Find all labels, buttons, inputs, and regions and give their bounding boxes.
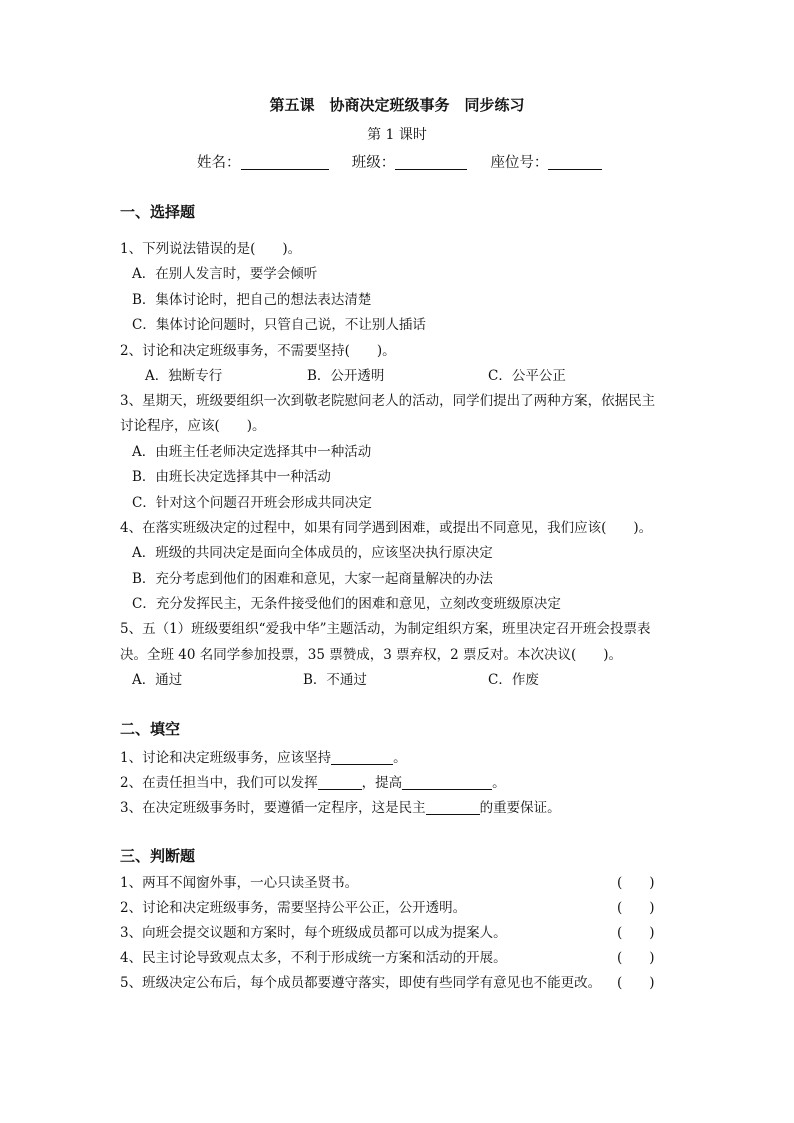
question-stem: 2、讨论和决定班级事务，不需要坚持( )。 [120, 343, 396, 359]
option-b: B．不通过 [303, 672, 367, 688]
judge-item: 5、班级决定公布后，每个成员都要遵守落实，即使有些同学有意见也不能更改。 [120, 975, 602, 991]
fill-text: 3、在决定班级事务时，要遵循一定程序，这是民主 [120, 800, 426, 816]
option-b: B．集体讨论时，把自己的想法表达清楚 [132, 292, 372, 308]
answer-paren[interactable]: ( ) [617, 925, 655, 941]
judge-item: 1、两耳不闻窗外事，一心只读圣贤书。 [120, 875, 359, 891]
fill-text: 。 [492, 775, 506, 791]
answer-paren[interactable]: ( ) [617, 900, 655, 916]
fill-question [120, 774, 506, 792]
option-c: C．针对这个问题召开班会形成共同决定 [132, 495, 372, 511]
student-info-row [197, 154, 602, 172]
option-a: A．独断专行 [145, 368, 223, 384]
seat-label: 座位号： [490, 155, 549, 171]
answer-paren[interactable]: ( ) [617, 975, 655, 991]
question-stem-continued: 决。全班 40 名同学参加投票，35 票赞成，3 票弃权，2 票反对。本次决议( )。 [120, 647, 623, 663]
fill-question [120, 749, 407, 767]
class-label: 班级： [351, 155, 396, 171]
option-c: C．集体讨论问题时，只管自己说，不让别人插话 [132, 317, 426, 333]
fill-text: 1、讨论和决定班级事务，应该坚持 [120, 750, 332, 766]
option-b: B．公开透明 [307, 368, 385, 384]
judge-item: 3、向班会提交议题和方案时，每个班级成员都可以成为提案人。 [120, 925, 507, 941]
class-blank[interactable] [395, 155, 467, 170]
seat-blank[interactable] [548, 155, 602, 170]
fill-blank[interactable] [318, 775, 362, 790]
option-b: B．充分考虑到他们的困难和意见，大家一起商量解决的办法 [132, 571, 493, 587]
name-blank[interactable] [241, 155, 329, 170]
option-a: A．由班主任老师决定选择其中一种活动 [132, 444, 372, 460]
section-heading-judge: 三、判断题 [120, 847, 196, 865]
page-title: 第五课 协商决定班级事务 同步练习 [269, 96, 525, 114]
question-stem: 4、在落实班级决定的过程中，如果有同学遇到困难，或提出不同意见，我们应该( )。 [120, 520, 653, 536]
question-stem-continued: 讨论程序，应该( )。 [120, 418, 266, 434]
fill-blank[interactable] [331, 750, 393, 765]
fill-blank[interactable] [426, 800, 480, 815]
answer-paren[interactable]: ( ) [617, 875, 655, 891]
question-stem: 1、下列说法错误的是( )。 [120, 241, 302, 257]
option-c: C．作废 [488, 672, 539, 688]
option-a: A．班级的共同决定是面向全体成员的，应该坚决执行原决定 [132, 545, 493, 561]
fill-question [120, 799, 561, 817]
option-c: C．充分发挥民主，无条件接受他们的困难和意见，立刻改变班级原决定 [132, 596, 561, 612]
section-heading-choice: 一、选择题 [120, 203, 196, 221]
option-c: C．公平公正 [488, 368, 566, 384]
option-a: A．通过 [132, 672, 183, 688]
fill-text: 2、在责任担当中，我们可以发挥 [120, 775, 318, 791]
question-stem: 3、星期天，班级要组织一次到敬老院慰问老人的活动，同学们提出了两种方案，依据民主 [120, 393, 656, 409]
section-heading-fill: 二、填空 [120, 720, 181, 738]
question-stem: 5、五（1）班级要组织“爱我中华”主题活动，为制定组织方案，班里决定召开班会投票表 [120, 621, 651, 637]
fill-blank[interactable] [402, 775, 492, 790]
judge-item: 4、民主讨论导致观点太多，不利于形成统一方案和活动的开展。 [120, 950, 507, 966]
fill-text: 的重要保证。 [479, 800, 561, 816]
fill-text: 。 [393, 750, 407, 766]
option-b: B．由班长决定选择其中一种活动 [132, 469, 331, 485]
page-subtitle: 第 1 课时 [367, 127, 427, 143]
answer-paren[interactable]: ( ) [617, 950, 655, 966]
name-label: 姓名： [197, 155, 241, 171]
fill-text: ，提高 [361, 775, 403, 791]
judge-item: 2、讨论和决定班级事务，需要坚持公平公正，公开透明。 [120, 900, 467, 916]
option-a: A．在别人发言时，要学会倾听 [132, 266, 318, 282]
